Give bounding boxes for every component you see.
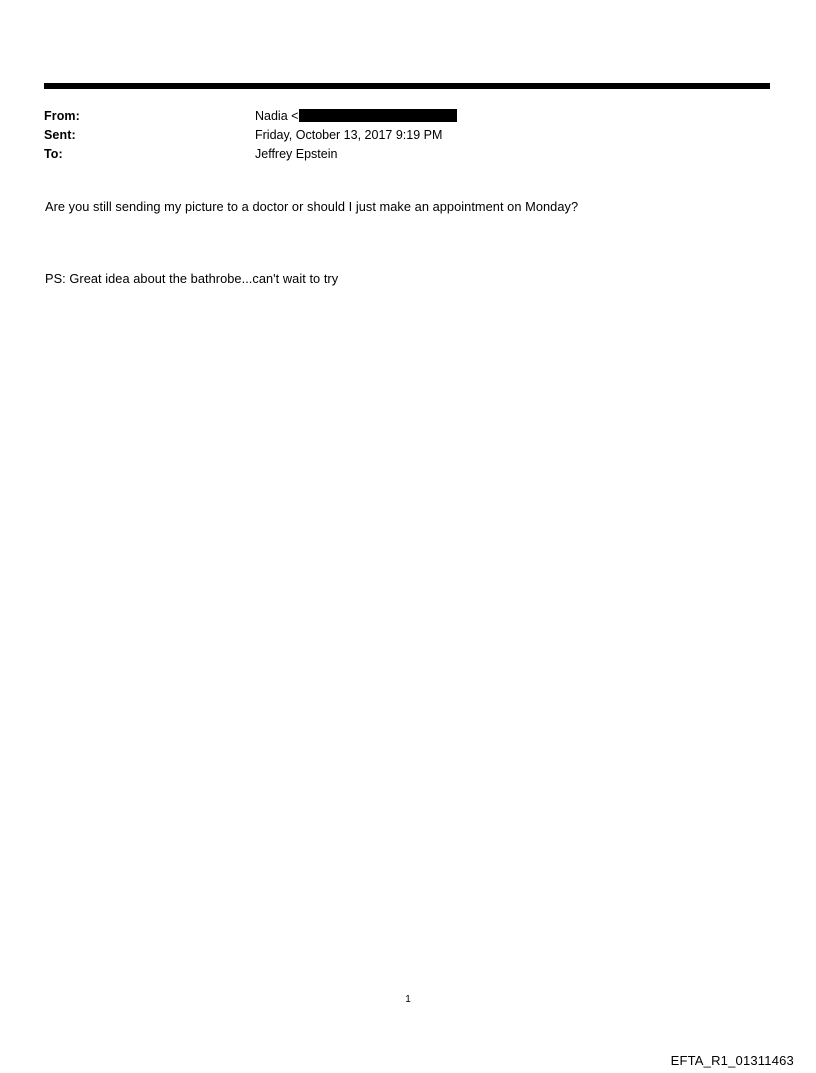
header-divider-rule [44,83,770,89]
header-row-to [44,145,770,164]
bates-number: EFTA_R1_01311463 [670,1053,794,1068]
redaction-bar [299,109,457,122]
email-header-block [44,107,770,164]
header-label-from: From: [44,109,80,123]
header-row-from [44,107,770,126]
email-body-paragraph: Are you still sending my picture to a doctor or should I just make an appointment on Monday? [45,199,579,214]
header-value-sent: Friday, October 13, 2017 9:19 PM [255,128,443,142]
from-text: Nadia < [255,109,299,123]
header-value-to: Jeffrey Epstein [255,147,338,161]
header-value-from [255,107,770,125]
email-body-postscript: PS: Great idea about the bathrobe...can't wait to try [45,271,339,286]
page-number: 1 [405,994,411,1005]
header-label-sent: Sent: [44,128,76,142]
header-row-sent [44,126,770,145]
header-label-to: To: [44,147,63,161]
